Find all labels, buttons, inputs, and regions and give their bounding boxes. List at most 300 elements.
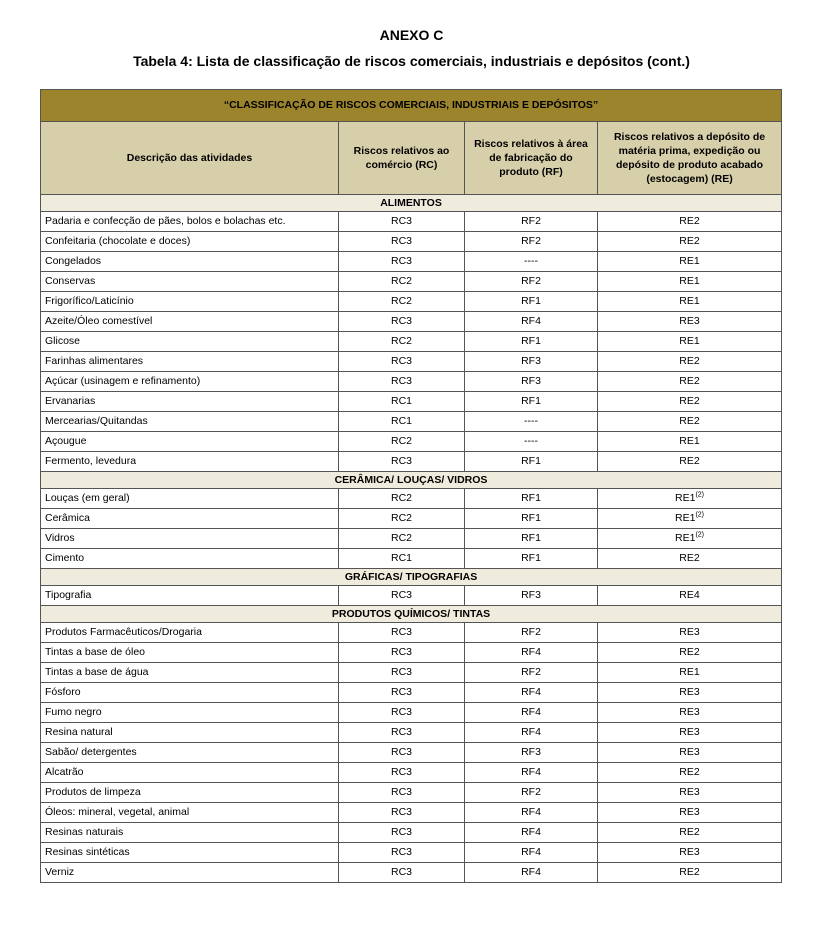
rc-value-cell <box>339 863 465 883</box>
activity-description: Tintas a base de óleo <box>45 646 146 658</box>
activity-description-cell <box>41 843 339 863</box>
re-value-cell <box>598 432 782 452</box>
section-row <box>41 472 782 489</box>
rf-value-cell <box>465 723 598 743</box>
re-value-cell <box>598 843 782 863</box>
table-row <box>41 723 782 743</box>
activity-description: Frigorífico/Laticínio <box>45 295 134 307</box>
rf-value: RF4 <box>521 866 541 878</box>
rc-value-cell <box>339 623 465 643</box>
rc-value: RC2 <box>390 335 412 347</box>
activity-description-cell <box>41 623 339 643</box>
rc-value-cell <box>339 663 465 683</box>
rc-value: RC1 <box>390 552 412 564</box>
activity-description-cell <box>41 252 339 272</box>
activity-description-cell <box>41 586 339 606</box>
rc-value-cell <box>339 272 465 292</box>
rc-value-cell <box>339 412 465 432</box>
table-row <box>41 823 782 843</box>
table-row <box>41 452 782 472</box>
re-value-cell <box>598 392 782 412</box>
annex-heading: ANEXO C <box>379 27 444 43</box>
re-value-cell <box>598 529 782 549</box>
rf-value: RF1 <box>521 512 541 524</box>
section-heading: ALIMENTOS <box>41 195 782 212</box>
rf-value-cell <box>465 352 598 372</box>
rf-value: RF4 <box>521 826 541 838</box>
activity-description: Resinas naturais <box>45 826 124 838</box>
table-row <box>41 763 782 783</box>
rf-value-cell <box>465 823 598 843</box>
rf-value-cell <box>465 683 598 703</box>
table-row <box>41 803 782 823</box>
re-value-cell <box>598 643 782 663</box>
table-row <box>41 683 782 703</box>
re-value: RE3 <box>679 846 700 858</box>
activity-description: Vidros <box>45 532 75 544</box>
re-value: RE3 <box>679 315 700 327</box>
rc-value-cell <box>339 643 465 663</box>
re-value: RE2 <box>679 355 700 367</box>
rf-value-cell <box>465 332 598 352</box>
activity-description-cell <box>41 332 339 352</box>
rf-value: RF2 <box>521 626 541 638</box>
activity-description: Louças (em geral) <box>45 492 130 504</box>
re-value: RE2 <box>679 646 700 658</box>
activity-description-cell <box>41 803 339 823</box>
activity-description: Azeite/Óleo comestível <box>45 315 153 327</box>
rf-value: RF4 <box>521 766 541 778</box>
re-value: RE3 <box>679 706 700 718</box>
activity-description: Padaria e confecção de pães, bolos e bolachas etc. <box>45 215 286 227</box>
column-header-rf: Riscos relativos à área de fabricação do produto (RF) <box>465 122 598 195</box>
activity-description-cell <box>41 432 339 452</box>
rc-value: RC3 <box>390 355 412 367</box>
re-value: RE3 <box>679 806 700 818</box>
rc-value: RC3 <box>390 646 412 658</box>
re-value-cell <box>598 663 782 683</box>
rc-value: RC3 <box>390 826 412 838</box>
activity-description: Tipografia <box>45 589 92 601</box>
rf-value-cell <box>465 252 598 272</box>
rf-value: RF4 <box>521 726 541 738</box>
activity-description-cell <box>41 549 339 569</box>
activity-description-cell <box>41 529 339 549</box>
rc-value-cell <box>339 549 465 569</box>
table-body <box>41 195 782 883</box>
re-value: RE1 <box>679 255 700 267</box>
column-header-description: Descrição das atividades <box>41 122 339 195</box>
rf-value: RF2 <box>521 215 541 227</box>
rc-value-cell <box>339 452 465 472</box>
activity-description-cell <box>41 232 339 252</box>
rf-value: RF1 <box>521 492 541 504</box>
re-value: RE1 <box>679 435 700 447</box>
rc-value: RC2 <box>390 512 412 524</box>
table-row <box>41 332 782 352</box>
table-row <box>41 412 782 432</box>
rc-value: RC3 <box>390 866 412 878</box>
re-value: RE2 <box>679 455 700 467</box>
table-row <box>41 392 782 412</box>
re-value-cell <box>598 509 782 529</box>
activity-description: Fermento, levedura <box>45 455 137 467</box>
section-heading: GRÁFICAS/ TIPOGRAFIAS <box>41 569 782 586</box>
re-value: RE2 <box>679 215 700 227</box>
rc-value-cell <box>339 232 465 252</box>
rf-value: RF3 <box>521 746 541 758</box>
rc-value: RC3 <box>390 455 412 467</box>
re-value-cell <box>598 312 782 332</box>
rf-value-cell <box>465 863 598 883</box>
activity-description-cell <box>41 412 339 432</box>
re-value: RE3 <box>679 626 700 638</box>
re-value-cell <box>598 332 782 352</box>
re-value: RE2 <box>679 375 700 387</box>
table-row <box>41 232 782 252</box>
rc-value: RC2 <box>390 532 412 544</box>
re-value: RE1 <box>679 295 700 307</box>
activity-description: Verniz <box>45 866 75 878</box>
rf-value-cell <box>465 803 598 823</box>
rc-value: RC3 <box>390 686 412 698</box>
column-header-re: Riscos relativos a depósito de matéria prima, expedição ou depósito de produto acabado (estocagem) (RE) <box>598 122 782 195</box>
activity-description-cell <box>41 292 339 312</box>
rc-value-cell <box>339 586 465 606</box>
section-row <box>41 195 782 212</box>
re-value-cell <box>598 489 782 509</box>
re-value: RE4 <box>679 589 700 601</box>
rf-value-cell <box>465 392 598 412</box>
rf-value-cell <box>465 292 598 312</box>
rc-value: RC3 <box>390 806 412 818</box>
rf-value-cell <box>465 703 598 723</box>
rc-value: RC3 <box>390 375 412 387</box>
activity-description: Sabão/ detergentes <box>45 746 137 758</box>
activity-description-cell <box>41 743 339 763</box>
rc-value: RC1 <box>390 415 412 427</box>
rc-value: RC3 <box>390 235 412 247</box>
re-value-cell <box>598 823 782 843</box>
rc-value: RC3 <box>390 215 412 227</box>
risk-classification-table <box>40 89 782 883</box>
re-value-cell <box>598 783 782 803</box>
rc-value-cell <box>339 823 465 843</box>
rf-value-cell <box>465 372 598 392</box>
re-value-cell <box>598 683 782 703</box>
rf-value-cell <box>465 432 598 452</box>
rf-value-cell <box>465 212 598 232</box>
rc-value: RC3 <box>390 726 412 738</box>
table-row <box>41 863 782 883</box>
rf-value-cell <box>465 663 598 683</box>
rf-value-cell <box>465 452 598 472</box>
activity-description: Glicose <box>45 335 81 347</box>
rf-value-cell <box>465 412 598 432</box>
rf-value-cell <box>465 586 598 606</box>
table-row <box>41 549 782 569</box>
rf-value: RF1 <box>521 335 541 347</box>
table-row <box>41 489 782 509</box>
footnote-marker: (2) <box>695 531 705 539</box>
re-value-cell <box>598 232 782 252</box>
table-caption: Tabela 4: Lista de classificação de riscos comerciais, industriais e depósitos (cont.) <box>133 53 690 69</box>
activity-description-cell <box>41 683 339 703</box>
table-row <box>41 529 782 549</box>
rc-value: RC3 <box>390 706 412 718</box>
activity-description: Alcatrão <box>45 766 84 778</box>
rf-value-cell <box>465 549 598 569</box>
section-heading: CERÂMICA/ LOUÇAS/ VIDROS <box>41 472 782 489</box>
rf-value-cell <box>465 529 598 549</box>
rf-value: RF3 <box>521 355 541 367</box>
column-header-rc: Riscos relativos ao comércio (RC) <box>339 122 465 195</box>
rc-value: RC2 <box>390 492 412 504</box>
re-value: RE1 <box>675 492 696 504</box>
re-value: RE2 <box>679 552 700 564</box>
rc-value: RC2 <box>390 435 412 447</box>
rf-value: RF1 <box>521 532 541 544</box>
re-value-cell <box>598 703 782 723</box>
rc-value: RC3 <box>390 626 412 638</box>
table-banner-row <box>41 90 782 122</box>
table-row <box>41 643 782 663</box>
activity-description-cell <box>41 452 339 472</box>
rc-value-cell <box>339 683 465 703</box>
activity-description: Ervanarias <box>45 395 96 407</box>
section-row <box>41 569 782 586</box>
table-row <box>41 292 782 312</box>
re-value: RE1 <box>675 532 696 544</box>
re-value-cell <box>598 743 782 763</box>
rc-value-cell <box>339 252 465 272</box>
rf-value: RF3 <box>521 375 541 387</box>
rf-value: RF4 <box>521 706 541 718</box>
activity-description-cell <box>41 489 339 509</box>
activity-description-cell <box>41 392 339 412</box>
activity-description: Fumo negro <box>45 706 102 718</box>
re-value-cell <box>598 372 782 392</box>
rf-value: RF1 <box>521 395 541 407</box>
re-value-cell <box>598 586 782 606</box>
re-value-cell <box>598 863 782 883</box>
activity-description-cell <box>41 863 339 883</box>
activity-description-cell <box>41 509 339 529</box>
rc-value: RC2 <box>390 275 412 287</box>
rf-value-cell <box>465 312 598 332</box>
activity-description: Confeitaria (chocolate e doces) <box>45 235 191 247</box>
activity-description: Açougue <box>45 435 87 447</box>
rf-value: ---- <box>524 415 538 427</box>
activity-description-cell <box>41 352 339 372</box>
activity-description: Farinhas alimentares <box>45 355 144 367</box>
rf-value-cell <box>465 843 598 863</box>
rc-value-cell <box>339 529 465 549</box>
rf-value-cell <box>465 763 598 783</box>
re-value: RE3 <box>679 686 700 698</box>
section-heading: PRODUTOS QUÍMICOS/ TINTAS <box>41 606 782 623</box>
rc-value-cell <box>339 312 465 332</box>
activity-description: Congelados <box>45 255 102 267</box>
re-value: RE2 <box>679 826 700 838</box>
table-row <box>41 372 782 392</box>
table-row <box>41 783 782 803</box>
activity-description: Açúcar (usinagem e refinamento) <box>45 375 201 387</box>
rc-value: RC3 <box>390 666 412 678</box>
rc-value: RC3 <box>390 766 412 778</box>
rc-value-cell <box>339 509 465 529</box>
rf-value: RF2 <box>521 235 541 247</box>
rf-value: RF2 <box>521 666 541 678</box>
rf-value-cell <box>465 783 598 803</box>
table-row <box>41 703 782 723</box>
re-value-cell <box>598 212 782 232</box>
rf-value: RF3 <box>521 589 541 601</box>
activity-description: Produtos de limpeza <box>45 786 141 798</box>
re-value: RE3 <box>679 786 700 798</box>
rf-value: RF1 <box>521 552 541 564</box>
table-row <box>41 663 782 683</box>
re-value-cell <box>598 623 782 643</box>
table-row <box>41 352 782 372</box>
rc-value-cell <box>339 743 465 763</box>
re-value-cell <box>598 412 782 432</box>
table-row <box>41 743 782 763</box>
re-value-cell <box>598 549 782 569</box>
table-row <box>41 252 782 272</box>
rc-value: RC3 <box>390 589 412 601</box>
rf-value: RF1 <box>521 295 541 307</box>
activity-description-cell <box>41 372 339 392</box>
re-value: RE1 <box>675 512 696 524</box>
rf-value: RF1 <box>521 455 541 467</box>
column-header-row <box>41 122 782 195</box>
rc-value-cell <box>339 843 465 863</box>
rf-value-cell <box>465 623 598 643</box>
section-row <box>41 606 782 623</box>
activity-description: Conservas <box>45 275 96 287</box>
rf-value: RF4 <box>521 686 541 698</box>
rc-value: RC3 <box>390 315 412 327</box>
rf-value: RF4 <box>521 806 541 818</box>
table-row <box>41 432 782 452</box>
table-row <box>41 509 782 529</box>
rc-value-cell <box>339 763 465 783</box>
activity-description-cell <box>41 763 339 783</box>
activity-description: Tintas a base de água <box>45 666 149 678</box>
rf-value-cell <box>465 272 598 292</box>
footnote-marker: (2) <box>695 511 705 519</box>
rf-value-cell <box>465 489 598 509</box>
rf-value: RF4 <box>521 846 541 858</box>
re-value-cell <box>598 803 782 823</box>
table-row <box>41 623 782 643</box>
rc-value: RC2 <box>390 295 412 307</box>
activity-description-cell <box>41 312 339 332</box>
re-value: RE1 <box>679 666 700 678</box>
activity-description: Cerâmica <box>45 512 90 524</box>
rf-value-cell <box>465 643 598 663</box>
rf-value-cell <box>465 232 598 252</box>
rc-value: RC1 <box>390 395 412 407</box>
activity-description-cell <box>41 643 339 663</box>
re-value-cell <box>598 292 782 312</box>
re-value: RE1 <box>679 275 700 287</box>
table-row <box>41 212 782 232</box>
rc-value-cell <box>339 372 465 392</box>
activity-description-cell <box>41 703 339 723</box>
re-value-cell <box>598 272 782 292</box>
footnote-marker: (2) <box>695 491 705 499</box>
re-value: RE2 <box>679 235 700 247</box>
activity-description: Cimento <box>45 552 85 564</box>
re-value: RE2 <box>679 766 700 778</box>
rc-value-cell <box>339 292 465 312</box>
rf-value-cell <box>465 743 598 763</box>
activity-description-cell <box>41 823 339 843</box>
rf-value: ---- <box>524 255 538 267</box>
rc-value-cell <box>339 352 465 372</box>
rc-value-cell <box>339 783 465 803</box>
re-value: RE3 <box>679 726 700 738</box>
activity-description: Resina natural <box>45 726 113 738</box>
rc-value-cell <box>339 489 465 509</box>
re-value-cell <box>598 723 782 743</box>
re-value: RE3 <box>679 746 700 758</box>
table-row <box>41 272 782 292</box>
activity-description: Fósforo <box>45 686 81 698</box>
rc-value: RC3 <box>390 746 412 758</box>
rc-value: RC3 <box>390 846 412 858</box>
rc-value-cell <box>339 703 465 723</box>
rc-value: RC3 <box>390 786 412 798</box>
rf-value: RF4 <box>521 646 541 658</box>
rc-value-cell <box>339 392 465 412</box>
re-value: RE2 <box>679 866 700 878</box>
activity-description: Resinas sintéticas <box>45 846 130 858</box>
re-value-cell <box>598 352 782 372</box>
rc-value-cell <box>339 803 465 823</box>
table-row <box>41 312 782 332</box>
rf-value: RF2 <box>521 275 541 287</box>
rc-value-cell <box>339 432 465 452</box>
activity-description-cell <box>41 663 339 683</box>
rc-value-cell <box>339 332 465 352</box>
re-value: RE2 <box>679 415 700 427</box>
activity-description: Óleos: mineral, vegetal, animal <box>45 806 190 818</box>
rf-value: ---- <box>524 435 538 447</box>
rf-value: RF2 <box>521 786 541 798</box>
rf-value-cell <box>465 509 598 529</box>
re-value-cell <box>598 252 782 272</box>
rc-value-cell <box>339 212 465 232</box>
activity-description-cell <box>41 723 339 743</box>
re-value-cell <box>598 452 782 472</box>
activity-description: Produtos Farmacêuticos/Drogaria <box>45 626 202 638</box>
rc-value: RC3 <box>390 255 412 267</box>
table-row <box>41 843 782 863</box>
activity-description: Mercearias/Quitandas <box>45 415 148 427</box>
activity-description-cell <box>41 212 339 232</box>
re-value: RE2 <box>679 395 700 407</box>
table-banner: “CLASSIFICAÇÃO DE RISCOS COMERCIAIS, INDUSTRIAIS E DEPÓSITOS” <box>41 90 782 122</box>
activity-description-cell <box>41 783 339 803</box>
rc-value-cell <box>339 723 465 743</box>
re-value: RE1 <box>679 335 700 347</box>
rf-value: RF4 <box>521 315 541 327</box>
table-row <box>41 586 782 606</box>
re-value-cell <box>598 763 782 783</box>
